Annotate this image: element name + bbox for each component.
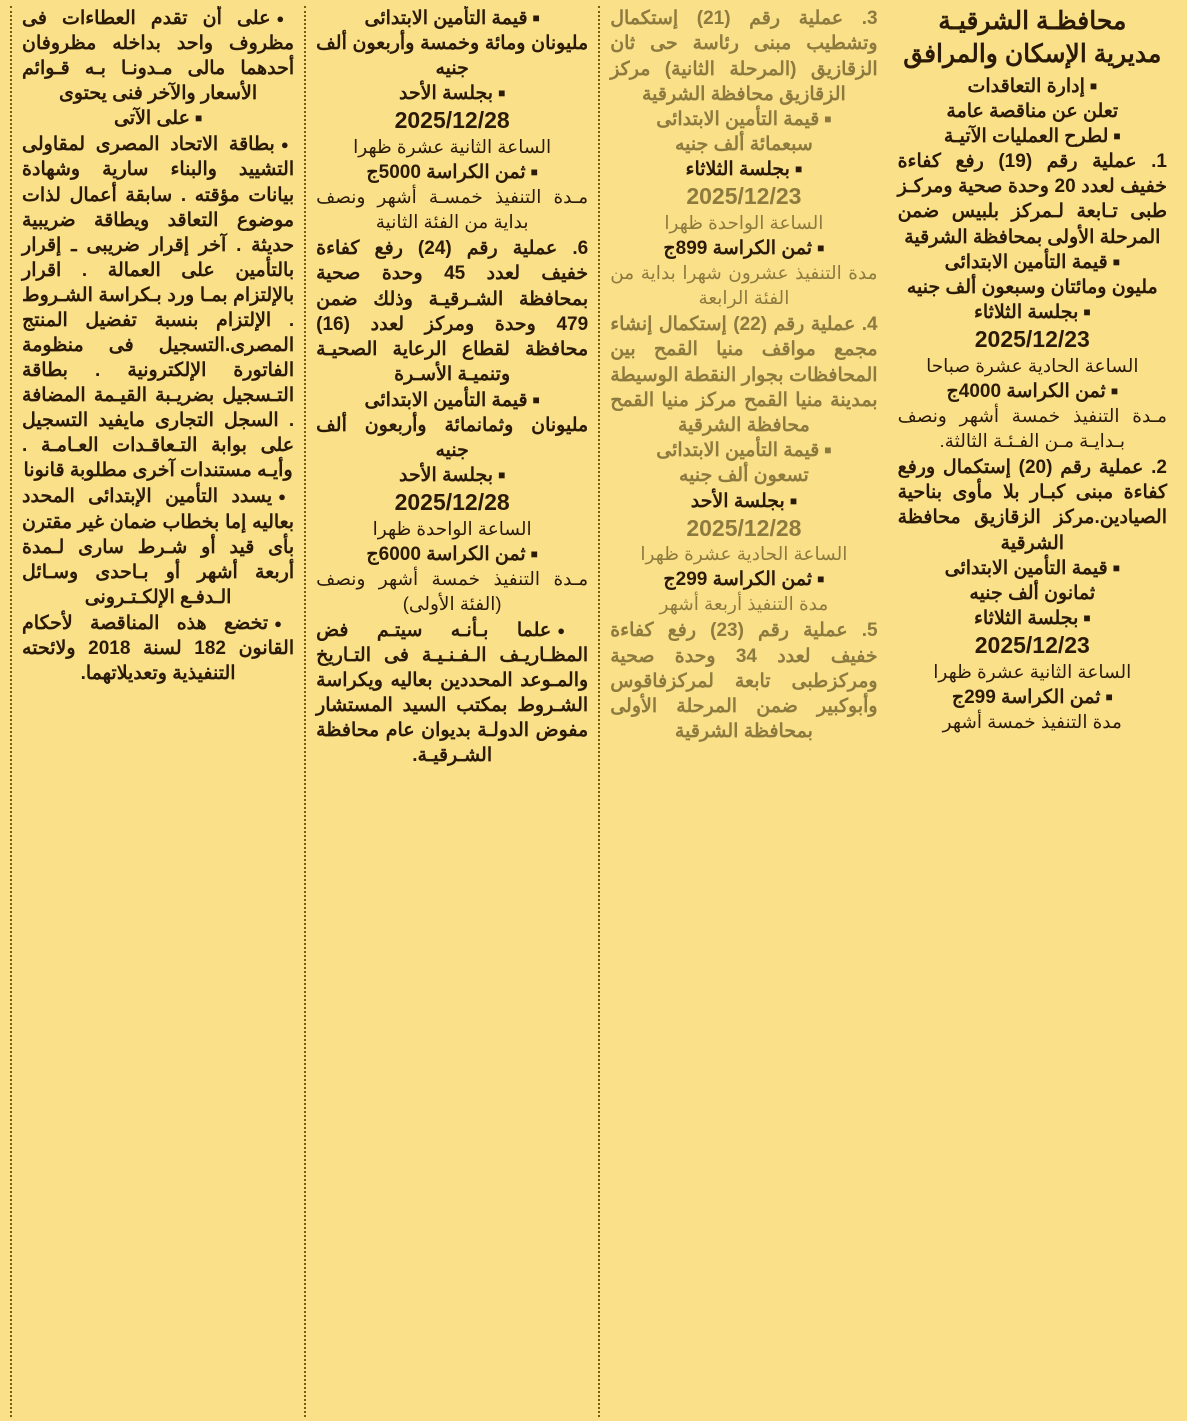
operation-23-time: الساعة الثانية عشرة ظهرا <box>353 136 552 158</box>
operation-24-time: الساعة الواحدة ظهرا <box>372 517 532 539</box>
operation-21-title: 3. عملية رقم (21) إستكمال وتشطيب مبنى رئاسة حى ثان الزقازيق (المرحلة الثانية) مركز الزقازيق محافظة الشرقية <box>610 8 878 105</box>
condition-documents <box>22 132 294 483</box>
operation-22-time: الساعة الحادية عشرة ظهرا <box>640 543 848 565</box>
operation-24 <box>316 236 588 617</box>
operation-22 <box>610 312 877 617</box>
operation-19-duration: مـدة التنفيذ خمسة أشهر ونصف بـدايـة مـن الفـئـة الثالثة. <box>897 404 1167 451</box>
condition-payment <box>22 484 294 609</box>
operation-20 <box>898 455 1167 735</box>
operation-23-title: 5. عملية رقم (23) رفع كفاءة خفيف لعدد 34 وحدة صحية ومركزطبى تابعة لمركزفاقوس وأبوكبير ضمن المرحلة الأولى بمحافظة الشرقية <box>610 620 878 743</box>
column-ops-21-23 <box>598 6 887 1417</box>
column-ops-23cont-24 <box>304 6 598 1417</box>
operation-19 <box>898 149 1167 454</box>
condition-envelope-text: ● على أن تقدم العطاءات فى مظروف واحد بداخله مظروفان أحدهما مالى مـدونـا بـه قـوائم الأسعار والآخر فنى يحتوى <box>22 6 294 106</box>
operation-21-duration: مدة التنفيذ عشرون شهرا بداية من الفئة الرابعة <box>610 262 878 309</box>
operation-20-session: ■ بجلسة الثلاثاء <box>898 606 1167 631</box>
operation-22-date: 2025/12/28 <box>686 514 802 541</box>
operation-22-session: ■ بجلسة الأحد <box>610 489 877 514</box>
operation-20-title: 2. عملية رقم (20) إستكمال ورفع كفاءة مبنى كبـار بلا مأوى بناحية الصيادين.مركز الزقازيق محافظة الشرقية <box>897 456 1167 554</box>
operation-23-insurance-value: مليونان ومائة وخمسة وأربعون ألف جنيه <box>316 33 589 80</box>
announce-line: تعلن عن مناقصة عامة <box>946 100 1119 122</box>
condition-payment-text: ● يسدد التأمين الإبتدائى المحدد بعاليه إما بخطاب ضمان غير مقترن بأى قيد أو شـرط سارى لـمدة أربعة أشهر أو بـاحدى وسـائل الـدفـع الإلكـتـرونى <box>22 484 294 609</box>
operation-19-date: 2025/12/23 <box>974 326 1090 353</box>
operation-21 <box>610 6 877 311</box>
governorate-header: محافظـة الشرقيـة <box>938 7 1127 35</box>
operation-23-booklet-price: ■ ثمن الكراسة 5000ج <box>316 160 588 185</box>
operation-23-session: ■ بجلسة الأحد <box>316 81 588 106</box>
operation-22-insurance-value: تسعون ألف جنيه <box>678 465 809 487</box>
operation-24-duration: مـدة التنفيذ خمسة أشهر ونصف (الفئة الأولى) <box>316 567 589 614</box>
operation-19-session: ■ بجلسة الثلاثاء <box>898 300 1167 325</box>
operation-22-insurance-label: ■ قيمة التأمين الابتدائى <box>610 438 877 463</box>
operation-22-duration: مدة التنفيذ أربعة أشهر <box>659 593 829 615</box>
operation-23-date: 2025/12/28 <box>394 107 510 134</box>
operation-20-duration: مدة التنفيذ خمسة أشهر <box>942 710 1122 732</box>
condition-documents-text: ● بطاقة الاتحاد المصرى لمقاولى التشييد والبناء سارية وشهادة بيانات مؤقته . سابقة أعمال لذات موضوع التعاقد ويطاقة ضريبية حديثة . آخر إقرار ضريبى ـ إقرار بالتأمين على العمالة . اقرار بالإلتزام بمـا ورد بـكراسة الشـروط . الإلتزام بنسبة تفضيل المنتج المصرى.التسجيل فى منظومة الفاتورة الإلكترونية . بطاقة التـسجيل بضريـبة القيـمة المضافة . السجل التجارى مايفيد التسجيل على بوابة التـعاقـدات العـامـة . وأيـه مستندات آخرى مطلوبة قانونا <box>22 132 294 483</box>
admin-line: ■ إدارة التعاقدات <box>898 74 1167 99</box>
operation-20-insurance-value: ثمانون ألف جنيه <box>969 582 1096 604</box>
note-envelopes-text: ● علما بـأنـه سيتـم فض المظـاريـف الـفـنـيـة فى التـاريخ والمـوعد المحددين بعاليه ويكراسة الشـروط بمكتب السيد المستشار مفوض الدولـة بديوان عام محافظة الشـرقيـة. <box>316 618 588 768</box>
condition-envelope <box>22 6 294 131</box>
on-following-label: ■ على الآتى <box>22 106 294 131</box>
operation-24-insurance-label: ■ قيمة التأمين الابتدائى <box>316 388 588 413</box>
operation-24-title: 6. عملية رقم (24) رفع كفاءة خفيف لعدد 45 وحدة صحية بمحافظة الشـرقيـة وذلك ضمن 479 وحدة ومركز لعدد (16) محافظة لقطاع الرعاية الصحيـة وتنميـة الأسـرة <box>316 238 589 386</box>
operation-20-insurance-label: ■ قيمة التأمين الابتدائى <box>898 556 1167 581</box>
column-header-and-ops-1-2 <box>888 6 1177 1417</box>
column-conditions <box>10 6 304 1417</box>
note-envelopes <box>316 618 588 768</box>
operation-22-booklet-price: ■ ثمن الكراسة 299ج <box>610 567 877 592</box>
operation-19-title: 1. عملية رقم (19) رفع كفاءة خفيف لعدد 20 وحدة صحية ومركـز طبى تـابعة لـمركز بلبيس ضمن المرحلة الأولى بمحافظة الشرقية <box>897 150 1167 248</box>
operation-20-date: 2025/12/23 <box>974 632 1090 659</box>
operation-19-insurance-label: ■ قيمة التأمين الابتدائى <box>898 250 1167 275</box>
operation-24-session: ■ بجلسة الأحد <box>316 463 588 488</box>
operation-19-insurance-value: مليون ومائتان وسبعون ألف جنيه <box>906 276 1158 298</box>
condition-law <box>22 611 294 686</box>
operation-21-insurance-value: سبعمائة ألف جنيه <box>675 134 813 156</box>
operation-21-booklet-price: ■ ثمن الكراسة 899ج <box>610 236 877 261</box>
operations-line: ■ لطرح العمليات الآتيـة <box>898 124 1167 149</box>
directorate-header: مديرية الإسكان والمرافق <box>903 40 1162 69</box>
operation-23-continued <box>316 6 588 235</box>
operation-21-session: ■ بجلسة الثلاثاء <box>610 157 877 182</box>
operation-24-date: 2025/12/28 <box>394 488 510 515</box>
operation-23 <box>610 618 877 744</box>
operation-21-date: 2025/12/23 <box>686 183 802 210</box>
operation-21-time: الساعة الواحدة ظهرا <box>664 212 824 234</box>
operation-19-time: الساعة الحادية عشرة صباحا <box>926 354 1139 376</box>
operation-22-title: 4. عملية رقم (22) إستكمال إنشاء مجمع مواقف منيا القمح بين المحافظات بجوار النقطة الوسيطة بمدينة منيا القمح مركز منيا القمح محافظة الشرقية <box>610 314 878 437</box>
operation-23-insurance-label: ■ قيمة التأمين الابتدائى <box>316 6 588 31</box>
operation-20-booklet-price: ■ ثمن الكراسة 299ج <box>898 685 1167 710</box>
operation-19-booklet-price: ■ ثمن الكراسة 4000ج <box>898 379 1167 404</box>
operation-24-booklet-price: ■ ثمن الكراسة 6000ج <box>316 542 588 567</box>
operation-23-duration: مـدة التنفيذ خمسـة أشهر ونصف بداية من الفئة الثانية <box>316 186 589 233</box>
operation-20-time: الساعة الثانية عشرة ظهرا <box>933 660 1132 682</box>
operation-24-insurance-value: مليونان وثمانمائة وأربعون ألف جنيه <box>316 414 589 461</box>
condition-law-text: ● تخضع هذه المناقصة لأحكام القانون 182 لسنة 2018 ولائحته التنفيذية وتعديلاتهما. <box>22 611 294 686</box>
operation-21-insurance-label: ■ قيمة التأمين الابتدائى <box>610 107 877 132</box>
